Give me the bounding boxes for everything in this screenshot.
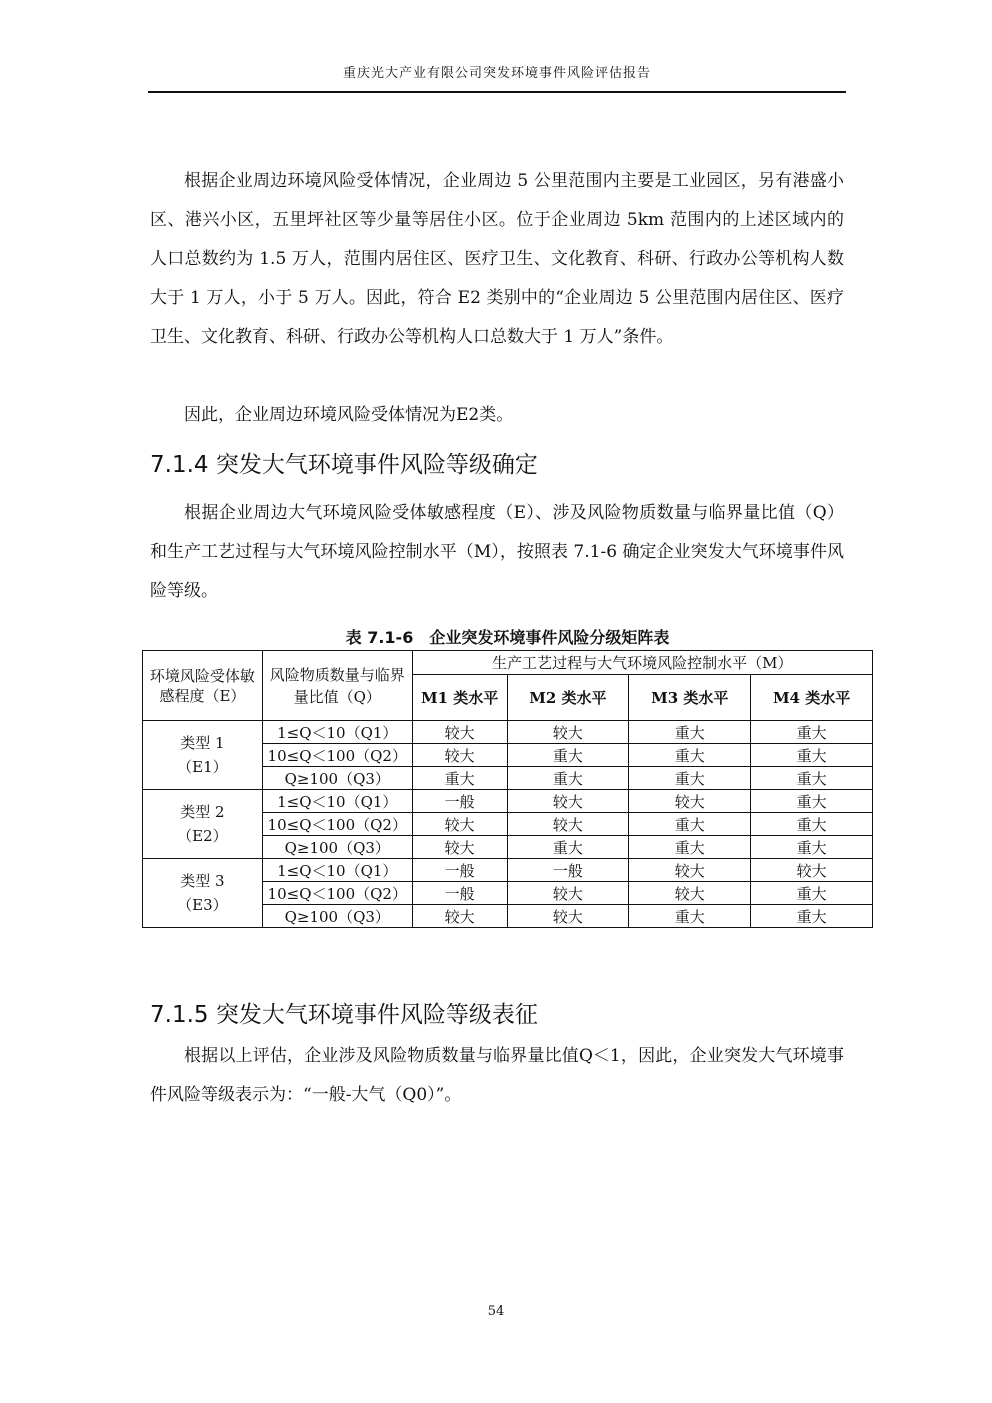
risk-level-cell: 较大 xyxy=(507,721,629,744)
risk-level-cell: 重大 xyxy=(751,790,873,813)
risk-level-cell: 重大 xyxy=(751,767,873,790)
risk-level-cell: 较大 xyxy=(629,882,751,905)
section-heading-714: 7.1.4 突发大气环境事件风险等级确定 xyxy=(150,452,538,478)
risk-level-cell: 重大 xyxy=(751,721,873,744)
table-row xyxy=(143,721,873,744)
m-level-header: M2 类水平 xyxy=(507,675,629,721)
e-type-code: （E2） xyxy=(177,827,228,845)
risk-level-cell: 重大 xyxy=(751,882,873,905)
col-header-q: 风险物质数量与临界量比值（Q） xyxy=(262,651,412,721)
risk-level-cell: 重大 xyxy=(751,905,873,928)
risk-level-cell: 重大 xyxy=(507,767,629,790)
e-type-label: 类型 3 xyxy=(180,872,225,890)
m-level-header: M1 类水平 xyxy=(412,675,507,721)
running-header: 重庆光大产业有限公司突发环境事件风险评估报告 xyxy=(342,66,651,81)
table-row xyxy=(143,859,873,882)
risk-matrix-table xyxy=(142,650,873,928)
risk-level-cell: 重大 xyxy=(751,744,873,767)
m-level-header: M4 类水平 xyxy=(751,675,873,721)
risk-level-cell: 较大 xyxy=(507,882,629,905)
q-range-cell: Q≥100（Q3） xyxy=(262,836,412,859)
risk-level-cell: 较大 xyxy=(507,905,629,928)
e-type-label: 类型 1 xyxy=(180,734,225,752)
risk-level-cell: 较大 xyxy=(412,813,507,836)
risk-level-cell: 重大 xyxy=(629,767,751,790)
risk-level-cell: 一般 xyxy=(412,859,507,882)
risk-level-cell: 重大 xyxy=(629,744,751,767)
risk-level-cell: 较大 xyxy=(412,836,507,859)
risk-level-cell: 较大 xyxy=(629,790,751,813)
section-heading-715: 7.1.5 突发大气环境事件风险等级表征 xyxy=(150,1002,538,1028)
risk-level-cell: 一般 xyxy=(507,859,629,882)
e-type-cell xyxy=(143,790,263,859)
risk-level-cell: 一般 xyxy=(412,882,507,905)
e-type-code: （E3） xyxy=(177,896,228,914)
q-range-cell: Q≥100（Q3） xyxy=(262,767,412,790)
page-number: 54 xyxy=(487,1304,505,1319)
header-rule xyxy=(148,91,846,93)
risk-level-cell: 较大 xyxy=(412,744,507,767)
risk-level-cell: 重大 xyxy=(629,836,751,859)
q-range-cell: 1≤Q＜10（Q1） xyxy=(262,721,412,744)
risk-level-cell: 较大 xyxy=(629,859,751,882)
risk-level-cell: 重大 xyxy=(507,744,629,767)
q-range-cell: 1≤Q＜10（Q1） xyxy=(262,790,412,813)
risk-level-cell: 较大 xyxy=(507,813,629,836)
q-range-cell: 10≤Q＜100（Q2） xyxy=(262,744,412,767)
table-row xyxy=(143,790,873,813)
q-range-cell: 10≤Q＜100（Q2） xyxy=(262,813,412,836)
risk-level-cell: 重大 xyxy=(751,813,873,836)
m-level-header: M3 类水平 xyxy=(629,675,751,721)
q-range-cell: 1≤Q＜10（Q1） xyxy=(262,859,412,882)
col-header-m: 生产工艺过程与大气环境风险控制水平（M） xyxy=(412,651,872,675)
e-type-cell xyxy=(143,721,263,790)
e-type-cell xyxy=(143,859,263,928)
risk-level-cell: 一般 xyxy=(412,790,507,813)
section-715-paragraph: 根据以上评估，企业涉及风险物质数量与临界量比值Q＜1，因此，企业突发大气环境事件风险等级表示为：“一般-大气（Q0）”。 xyxy=(150,1046,844,1105)
col-header-e: 环境风险受体敏感程度（E） xyxy=(143,651,263,721)
intro-paragraph: 根据企业周边环境风险受体情况，企业周边 5 公里范围内主要是工业园区，另有港盛小区、港兴小区，五里坪社区等少量等居住小区。位于企业周边 5km 范围内的上述区域内的人口总数约为 1.5 万人，范围内居住区、医疗卫生、文化教育、科研、行政办公等机构人数大于 1 万人，小于 5 万人。因此，符合 E2 类别中的“企业周边 5 公里范围内居住区、医疗卫生、文化教育、科研、行政办公等机构人口总数大于 1 万人”条件。 xyxy=(150,171,844,347)
risk-level-cell: 较大 xyxy=(412,721,507,744)
e-type-label: 类型 2 xyxy=(180,803,225,821)
q-range-cell: 10≤Q＜100（Q2） xyxy=(262,882,412,905)
q-range-cell: Q≥100（Q3） xyxy=(262,905,412,928)
risk-level-cell: 重大 xyxy=(629,721,751,744)
risk-level-cell: 重大 xyxy=(751,836,873,859)
table-caption: 表 7.1-6 企业突发环境事件风险分级矩阵表 xyxy=(345,628,670,647)
risk-level-cell: 重大 xyxy=(629,905,751,928)
risk-level-cell: 重大 xyxy=(507,836,629,859)
risk-level-cell: 重大 xyxy=(629,813,751,836)
risk-level-cell: 较大 xyxy=(507,790,629,813)
risk-level-cell: 较大 xyxy=(751,859,873,882)
risk-level-cell: 重大 xyxy=(412,767,507,790)
intro-conclusion: 因此，企业周边环境风险受体情况为E2类。 xyxy=(184,405,514,425)
e-type-code: （E1） xyxy=(177,758,228,776)
section-714-paragraph: 根据企业周边大气环境风险受体敏感程度（E）、涉及风险物质数量与临界量比值（Q）和生产工艺过程与大气环境风险控制水平（M），按照表 7.1-6 确定企业突发大气环境事件风险等级。 xyxy=(150,503,844,601)
risk-level-cell: 较大 xyxy=(412,905,507,928)
